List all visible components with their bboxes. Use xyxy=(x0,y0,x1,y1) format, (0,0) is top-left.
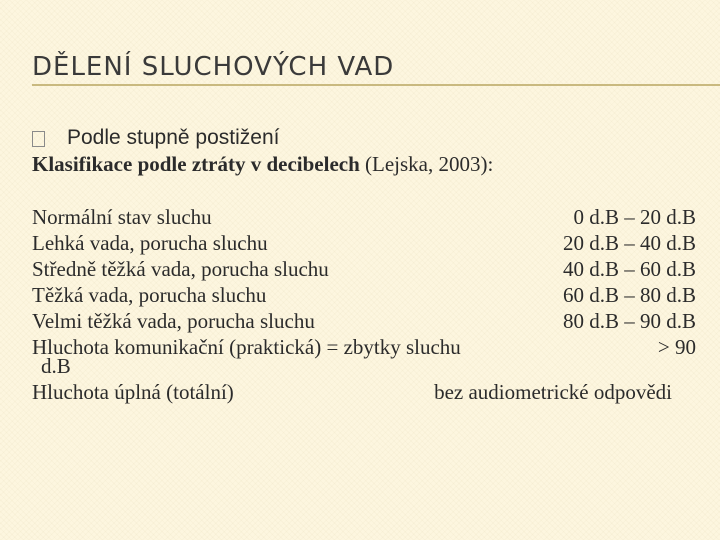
grade-range: 80 d.B – 90 d.B xyxy=(562,309,696,333)
grade-row-normal xyxy=(32,204,696,230)
grade-range: 0 d.B – 20 d.B xyxy=(573,205,696,229)
bullet-text: Podle stupně postižení xyxy=(67,126,280,149)
grade-row-severe xyxy=(32,282,696,308)
classification-heading xyxy=(32,152,493,177)
bullet-item xyxy=(32,124,279,152)
grade-label: Hluchota úplná (totální) xyxy=(32,380,234,404)
grade-range: 20 d.B – 40 d.B xyxy=(562,231,696,255)
grade-row-very-severe xyxy=(32,308,696,334)
grade-label: Velmi těžká vada, porucha sluchu xyxy=(32,309,315,333)
title-underline xyxy=(32,84,720,86)
bullet-box-icon xyxy=(32,131,45,147)
grade-row-light xyxy=(32,230,696,256)
classification-source: (Lejska, 2003): xyxy=(359,152,494,176)
grade-row-communicative-deafness xyxy=(32,334,696,360)
grade-label: Středně těžká vada, porucha sluchu xyxy=(32,257,329,281)
grade-range: > 90 xyxy=(657,335,696,359)
classification-bold: Klasifikace podle ztráty v decibelech xyxy=(32,152,360,176)
slide-title: DĚLENÍ SLUCHOVÝCH VAD xyxy=(32,52,395,82)
grade-label: Lehká vada, porucha sluchu xyxy=(32,231,268,255)
grade-range: bez audiometrické odpovědi xyxy=(434,380,672,404)
grade-label: Normální stav sluchu xyxy=(32,205,212,229)
grade-label: Hluchota komunikační (praktická) = zbytky sluchu xyxy=(32,335,461,359)
grade-range-continuation: d.B xyxy=(41,354,71,378)
grade-row-moderate xyxy=(32,256,696,282)
grade-label: Těžká vada, porucha sluchu xyxy=(32,283,267,307)
grade-row-total-deafness xyxy=(32,379,672,405)
grade-range: 40 d.B – 60 d.B xyxy=(562,257,696,281)
grade-range: 60 d.B – 80 d.B xyxy=(562,283,696,307)
